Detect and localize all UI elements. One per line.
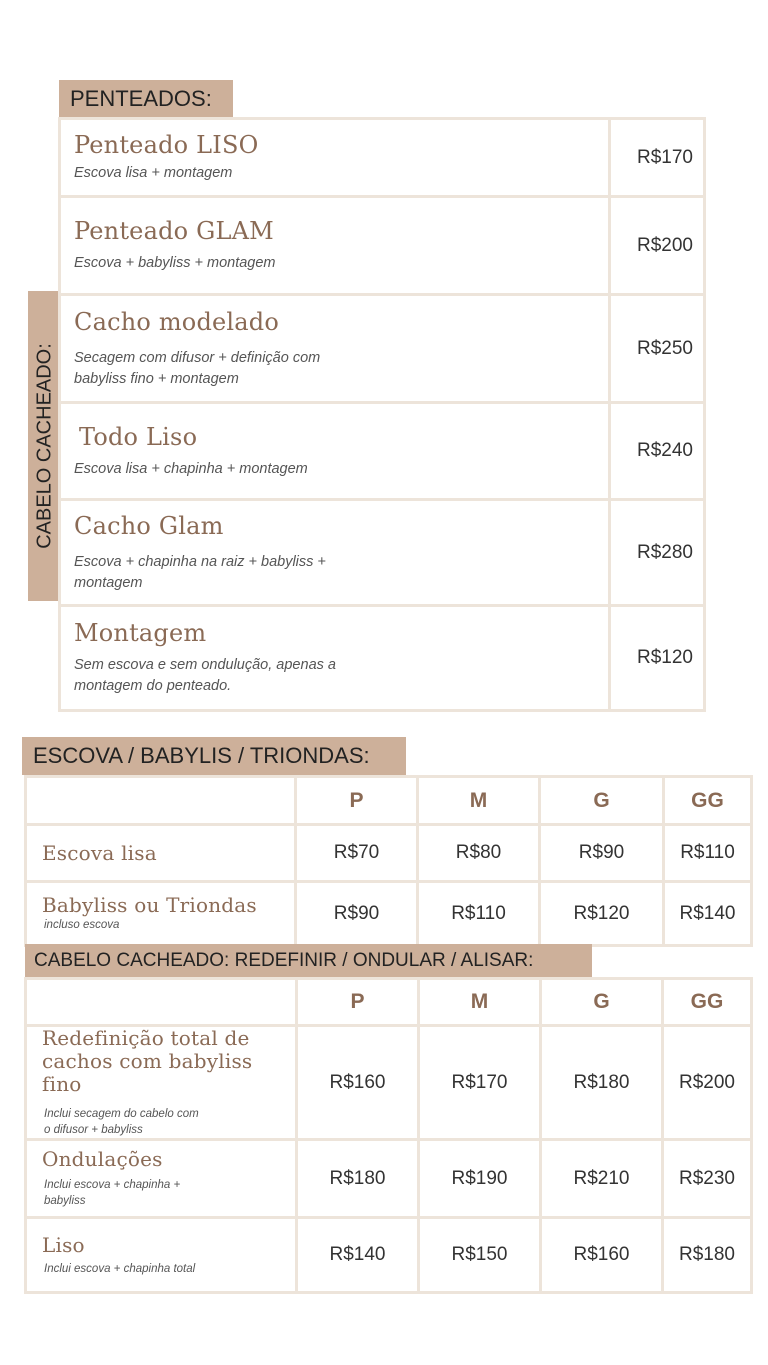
header-empty-cell	[26, 777, 296, 825]
price-cell: R$160	[297, 1026, 419, 1140]
price-cell: R$90	[540, 825, 664, 882]
table-row	[26, 1218, 752, 1293]
service-title: Liso	[42, 1232, 85, 1257]
service-title: Redefinição total de cachos com babyliss fino	[42, 1026, 253, 1096]
item-price: R$280	[610, 500, 705, 606]
item-price: R$170	[610, 119, 705, 197]
table-row	[26, 1140, 752, 1218]
price-cell: R$180	[541, 1026, 663, 1140]
table-header-row	[26, 979, 752, 1026]
item-price: R$120	[610, 606, 705, 711]
size-header: P	[296, 777, 418, 825]
price-cell: R$110	[418, 882, 540, 946]
table-row	[60, 119, 705, 197]
escova-heading: ESCOVA / BABYLIS / TRIONDAS:	[22, 737, 406, 775]
item-cell	[60, 500, 610, 606]
price-cell: R$210	[541, 1140, 663, 1218]
price-cell: R$140	[297, 1218, 419, 1293]
table-row	[60, 295, 705, 403]
size-header: G	[541, 979, 663, 1026]
service-title: Babyliss ou Triondas	[42, 893, 257, 917]
cacheado-heading: CABELO CACHEADO: REDEFINIR / ONDULAR / ALISAR:	[25, 944, 592, 977]
price-cell: R$180	[297, 1140, 419, 1218]
table-row	[26, 1026, 752, 1140]
item-desc: Escova + chapinha na raiz + babyliss + montagem	[74, 553, 326, 591]
size-header: M	[419, 979, 541, 1026]
price-cell: R$200	[663, 1026, 752, 1140]
item-desc: Sem escova e sem ondulução, apenas a montagem do penteado.	[74, 657, 336, 694]
price-cell: R$230	[663, 1140, 752, 1218]
penteados-table	[58, 117, 706, 712]
service-note: Inclui escova + chapinha + babyliss	[44, 1179, 181, 1207]
table-row	[60, 606, 705, 711]
table-row	[60, 197, 705, 295]
price-cell: R$90	[296, 882, 418, 946]
price-cell: R$140	[664, 882, 752, 946]
item-price: R$250	[610, 295, 705, 403]
item-title: Cacho Glam	[74, 511, 224, 540]
price-cell: R$120	[540, 882, 664, 946]
item-desc: Escova lisa + montagem	[74, 165, 233, 181]
table-header-row	[26, 777, 752, 825]
price-cell: R$80	[418, 825, 540, 882]
service-note: incluso escova	[44, 919, 120, 931]
service-cell	[26, 882, 296, 946]
service-title: Ondulações	[42, 1147, 163, 1171]
item-title: Penteado LISO	[74, 131, 259, 159]
table-row	[60, 500, 705, 606]
item-title: Penteado GLAM	[74, 217, 274, 245]
item-title: Cacho modelado	[74, 307, 280, 336]
item-cell	[60, 197, 610, 295]
item-cell	[60, 606, 610, 711]
item-desc: Secagem com difusor + definição com babyliss fino + montagem	[74, 349, 321, 387]
table-row	[26, 882, 752, 946]
penteados-heading: PENTEADOS:	[59, 80, 233, 117]
size-header: GG	[663, 979, 752, 1026]
service-cell	[26, 1026, 297, 1140]
size-header: GG	[664, 777, 752, 825]
item-title: Montagem	[74, 619, 207, 647]
item-cell	[60, 295, 610, 403]
item-desc: Escova + babyliss + montagem	[74, 255, 276, 271]
item-cell	[60, 119, 610, 197]
service-note: Inclui escova + chapinha total	[44, 1262, 196, 1275]
price-cell: R$150	[419, 1218, 541, 1293]
service-cell	[26, 825, 296, 882]
side-label-text: CABELO CACHEADO:	[33, 343, 55, 549]
price-cell: R$170	[419, 1026, 541, 1140]
service-cell	[26, 1218, 297, 1293]
header-empty-cell	[26, 979, 297, 1026]
service-note: Inclui secagem do cabelo com o difusor + babyliss	[44, 1108, 199, 1136]
service-cell	[26, 1140, 297, 1218]
cabelo-cacheado-side-label	[28, 291, 61, 601]
table-row	[26, 825, 752, 882]
size-header: G	[540, 777, 664, 825]
table-row	[60, 403, 705, 500]
price-cell: R$190	[419, 1140, 541, 1218]
price-cell: R$180	[663, 1218, 752, 1293]
item-desc: Escova lisa + chapinha + montagem	[74, 460, 308, 477]
item-title: Todo Liso	[79, 422, 198, 451]
price-cell: R$110	[664, 825, 752, 882]
price-cell: R$160	[541, 1218, 663, 1293]
escova-table	[24, 775, 753, 947]
item-price: R$200	[610, 197, 705, 295]
size-header: M	[418, 777, 540, 825]
size-header: P	[297, 979, 419, 1026]
price-cell: R$70	[296, 825, 418, 882]
item-price: R$240	[610, 403, 705, 500]
service-title: Escova lisa	[42, 840, 157, 865]
item-cell	[60, 403, 610, 500]
cacheado-table	[24, 977, 753, 1294]
